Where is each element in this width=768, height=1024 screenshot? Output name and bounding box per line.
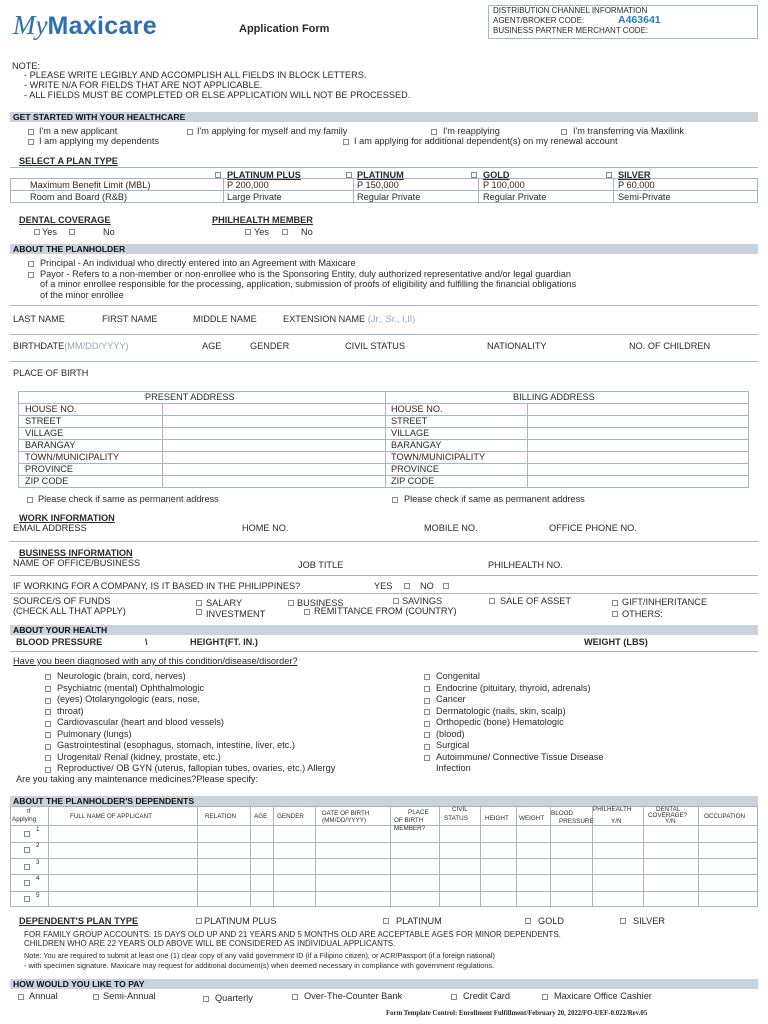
- section-title: ABOUT THE PLANHOLDER'S DEPENDENTS: [13, 796, 195, 806]
- checkbox-platinum[interactable]: [346, 172, 352, 178]
- checkbox-congenital[interactable]: [424, 674, 430, 680]
- business-label: BUSINESS: [297, 598, 344, 608]
- business-title: BUSINESS INFORMATION: [19, 548, 133, 558]
- payor-text-3: of the minor enrollee: [40, 290, 124, 300]
- philhealth-no-label: PHILHEALTH NO.: [488, 560, 563, 570]
- company-ph-question: IF WORKING FOR A COMPANY, IS IT BASED IN THE PHILIPPINES?: [13, 581, 301, 591]
- dental-title: DENTAL COVERAGE: [19, 215, 111, 225]
- col-pob-1: PLACE: [408, 809, 429, 816]
- plan-gold: GOLD: [483, 170, 510, 180]
- company-ph-yes: YES: [374, 581, 393, 591]
- mbl-silver: P 60,000: [618, 180, 655, 190]
- checkbox-credit-card[interactable]: [451, 994, 457, 1000]
- checkbox-platinum-plus[interactable]: [215, 172, 221, 178]
- section-title: HOW WOULD YOU LIKE TO PAY: [13, 979, 145, 989]
- label-reapplying: I'm reapplying: [443, 126, 500, 136]
- pay-quarterly: Quarterly: [215, 993, 253, 1003]
- present-same-label: Please check if same as permanent address: [38, 494, 219, 504]
- philhealth-yes: Yes: [254, 227, 269, 237]
- cond-left-7: Gastrointestinal (esophagus, stomach, intestine, liver, etc.): [57, 740, 295, 750]
- nationality-label: NATIONALITY: [487, 341, 547, 351]
- checkbox-otc-bank[interactable]: [292, 994, 298, 1000]
- cond-left-9: Reproductive/ OB GYN (uterus, fallopian tubes, ovaries, etc.) Allergy: [57, 763, 336, 773]
- dep-platinum: PLATINUM: [396, 916, 442, 926]
- checkbox-payor[interactable]: [28, 272, 34, 278]
- cond-right-7: Surgical: [436, 740, 470, 750]
- col-dental-2: COVERAGE?: [648, 812, 688, 819]
- payor-text-1: Payor - Refers to a non-member or non-enrollee who is the Sponsoring Entity, duly authorized representative and/or legal guardian: [40, 269, 571, 279]
- rb-platinum-plus: Large Private: [227, 192, 282, 202]
- checkbox-gift[interactable]: [612, 600, 618, 606]
- checkbox-billing-same[interactable]: [392, 497, 398, 503]
- checkbox-dermatologic[interactable]: [424, 709, 430, 715]
- cond-right-4: Dermatologic (nails, skin, scalp): [436, 706, 566, 716]
- agent-code[interactable]: A463641: [618, 14, 661, 26]
- col-dob-1: DATE OF BIRTH: [322, 810, 370, 817]
- height-label: HEIGHT(FT. IN.): [190, 637, 258, 647]
- section-health: [10, 625, 758, 635]
- cond-left-1: Neurologic (brain, cord, nerves): [57, 671, 186, 681]
- family-note-1: FOR FAMILY GROUP ACCOUNTS: 15 DAYS OLD UP AND 21 YEARS AND 5 MONTHS OLD ARE ACCEPTABLE AGES FOR MINOR DEPENDENTS.: [24, 930, 561, 939]
- row-number: 5: [36, 892, 40, 899]
- dep-platinum-plus: PLATINUM PLUS: [204, 916, 277, 926]
- philhealth-no: No: [301, 227, 313, 237]
- present-village: VILLAGE: [25, 428, 64, 438]
- col-philhealth-2: Y/N: [611, 818, 622, 825]
- checkbox-pulmonary[interactable]: [45, 732, 51, 738]
- email-label: EMAIL ADDRESS: [13, 523, 87, 533]
- label-dependents: I am applying my dependents: [39, 136, 160, 146]
- checkbox-transferring[interactable]: [561, 129, 567, 135]
- cond-right-1: Congenital: [436, 671, 480, 681]
- mbl-platinum: P 150,000: [357, 180, 399, 190]
- checkbox-dep-gold[interactable]: [525, 918, 531, 924]
- checkbox-philhealth-yes[interactable]: [245, 229, 251, 235]
- checkbox-surgical[interactable]: [424, 744, 430, 750]
- maintenance-question: Are you taking any maintenance medicines?Please specify:: [16, 774, 259, 784]
- cond-right-5: Orthopedic (bone) Hematologic: [436, 717, 564, 727]
- investment-label: INVESTMENT: [206, 609, 266, 619]
- label-self-family: I'm applying for myself and my family: [197, 126, 348, 136]
- present-province: PROVINCE: [25, 464, 73, 474]
- cond-left-3: (eyes) Otolaryngologic (ears, nose,: [57, 694, 200, 704]
- home-no-label: HOME NO.: [242, 523, 289, 533]
- work-title: WORK INFORMATION: [19, 513, 115, 523]
- checkbox-annual[interactable]: [18, 994, 24, 1000]
- checkbox-dep-platinum[interactable]: [383, 918, 389, 924]
- cond-right-8: Autoimmune/ Connective Tissue Disease: [436, 752, 604, 762]
- pay-credit-card: Credit Card: [463, 991, 510, 1001]
- blood-pressure-separator: \: [145, 637, 148, 647]
- col-pob-2: OF BIRTH: [394, 817, 424, 824]
- cond-left-6: Pulmonary (lungs): [57, 729, 132, 739]
- present-zip: ZIP CODE: [25, 476, 69, 486]
- checkbox-semi-annual[interactable]: [93, 994, 99, 1000]
- present-house: HOUSE NO.: [25, 404, 77, 414]
- note-line-1: - PLEASE WRITE LEGIBLY AND ACCOMPLISH ALL FIELDS IN BLOCK LETTERS.: [24, 70, 367, 80]
- plan-platinum: PLATINUM: [357, 170, 404, 180]
- sale-asset-label: SALE OF ASSET: [500, 596, 571, 606]
- checkbox-reproductive[interactable]: [45, 767, 51, 773]
- row-number: 1: [36, 826, 40, 833]
- pay-semi-annual: Semi-Annual: [103, 991, 156, 1001]
- billing-house: HOUSE NO.: [391, 404, 443, 414]
- family-note-2: CHILDREN WHO ARE 22 YEARS OLD ABOVE WILL BE CONSIDERED AS INDIVIDUAL APPLICANTS.: [24, 939, 396, 948]
- dep-gold: GOLD: [538, 916, 565, 926]
- mbl-platinum-plus: P 200,000: [227, 180, 269, 190]
- logo: [13, 10, 157, 41]
- checkbox-dental-yes[interactable]: [34, 229, 40, 235]
- checkbox-office-cashier[interactable]: [542, 994, 548, 1000]
- rb-silver: Semi-Private: [618, 192, 671, 202]
- note-line-3: - ALL FIELDS MUST BE COMPLETED OR ELSE APPLICATION WILL NOT BE PROCESSED.: [24, 90, 411, 100]
- col-bp-1: BLOOD: [551, 810, 574, 817]
- checkbox-salary[interactable]: [196, 600, 202, 606]
- checkbox-dependent-5[interactable]: [24, 896, 30, 902]
- cond-left-5: Cardiovascular (heart and blood vessels): [57, 717, 224, 727]
- diagnosed-question: Have you been diagnosed with any of this condition/disease/disorder?: [13, 656, 298, 666]
- section-title: GET STARTED WITH YOUR HEALTHCARE: [13, 112, 186, 122]
- checkbox-dental-no[interactable]: [69, 229, 75, 235]
- checkbox-endocrine[interactable]: [424, 686, 430, 692]
- logo-my: My: [13, 10, 48, 40]
- checkbox-neurologic[interactable]: [45, 674, 51, 680]
- section-title: ABOUT YOUR HEALTH: [13, 625, 108, 635]
- checkbox-business[interactable]: [288, 600, 294, 606]
- note-title: NOTE:: [12, 61, 41, 71]
- billing-zip: ZIP CODE: [391, 476, 435, 486]
- weight-label: WEIGHT (LBS): [584, 637, 648, 647]
- col-pob-3: MEMBER?: [394, 825, 426, 832]
- checkbox-reapplying[interactable]: [431, 129, 437, 135]
- dist-title: DISTRIBUTION CHANNEL INFORMATION: [493, 6, 648, 15]
- row-number: 2: [36, 842, 40, 849]
- pay-office-cashier: Maxicare Office Cashier: [554, 991, 652, 1001]
- billing-barangay: BARANGAY: [391, 440, 442, 450]
- footer-template-control: Form Template Control: Enrollment Fulfillment/February 20, 2022/FO-UEF-0.022/Rev.05: [386, 1010, 648, 1017]
- principal-text: Principal - An individual who directly entered into an Agreement with Maxicare: [40, 258, 356, 268]
- children-label: NO. OF CHILDREN: [629, 341, 711, 351]
- cond-right-2: Endocrine (pituitary, thyroid, adrenals): [436, 683, 591, 693]
- funds-label-2: (CHECK ALL THAT APPLY): [13, 606, 126, 616]
- mbl-label: Maximum Benefit Limit (MBL): [30, 180, 151, 190]
- col-relation: RELATION: [205, 813, 237, 820]
- rb-gold: Regular Private: [483, 192, 547, 202]
- col-dob-2: (MM/DD/YYYY): [322, 817, 367, 824]
- form-title: Application Form: [239, 23, 330, 35]
- col-philhealth-1: PHILHEALTH: [593, 806, 632, 813]
- checkbox-present-same[interactable]: [27, 497, 33, 503]
- checkbox-otolaryngologic[interactable]: [45, 709, 51, 715]
- gender-label: GENDER: [250, 341, 290, 351]
- checkbox-cancer[interactable]: [424, 698, 430, 704]
- checkbox-dep-silver[interactable]: [620, 918, 626, 924]
- section-dependents: [10, 796, 758, 806]
- dental-no: No: [103, 227, 115, 237]
- mobile-no-label: MOBILE NO.: [424, 523, 478, 533]
- office-phone-label: OFFICE PHONE NO.: [549, 523, 637, 533]
- section-planholder: [10, 244, 758, 254]
- present-barangay: BARANGAY: [25, 440, 76, 450]
- col-civil-2: STATUS: [444, 815, 468, 822]
- billing-village: VILLAGE: [391, 428, 430, 438]
- checkbox-orthopedic[interactable]: [424, 721, 430, 727]
- rb-platinum: Regular Private: [357, 192, 421, 202]
- dependent-plan-title: DEPENDENT'S PLAN TYPE: [19, 916, 139, 926]
- col-civil-1: CIVIL: [452, 806, 468, 813]
- checkbox-additional-dependents[interactable]: [343, 139, 349, 145]
- extension-name-label: EXTENSION NAME (Jr., Sr., I,II): [283, 314, 416, 324]
- funds-label-1: SOURCE/S OF FUNDS: [13, 596, 111, 606]
- payor-text-2: of a minor enrollee responsible for the processing, application, submission of proofs of eligibility and fulfilling the financial obligations: [40, 279, 577, 289]
- section-title: ABOUT THE PLANHOLDER: [13, 244, 126, 254]
- plan-silver: SILVER: [618, 170, 651, 180]
- checkbox-gold[interactable]: [471, 172, 477, 178]
- billing-province: PROVINCE: [391, 464, 439, 474]
- billing-town: TOWN/MUNICIPALITY: [391, 452, 486, 462]
- col-dental-1: DENTAL: [656, 806, 681, 813]
- job-title-label: JOB TITLE: [298, 560, 344, 570]
- plan-platinum-plus: PLATINUM PLUS: [227, 170, 301, 180]
- checkbox-company-yes[interactable]: [404, 583, 410, 589]
- checkbox-gastrointestinal[interactable]: [45, 744, 51, 750]
- checkbox-philhealth-no[interactable]: [282, 229, 288, 235]
- checkbox-ophthalmologic[interactable]: [45, 698, 51, 704]
- mbl-gold: P 100,000: [483, 180, 525, 190]
- checkbox-dependent-2[interactable]: [24, 847, 30, 853]
- present-street: STREET: [25, 416, 62, 426]
- first-name-label: FIRST NAME: [102, 314, 158, 324]
- col-height: HEIGHT: [485, 815, 509, 822]
- cond-right-3: Cancer: [436, 694, 466, 704]
- col-weight: WEIGHT: [519, 815, 545, 822]
- checkbox-dep-platinum-plus[interactable]: [196, 918, 202, 924]
- note-line-2: - WRITE N/A FOR FIELDS THAT ARE NOT APPLICABLE.: [24, 80, 263, 90]
- cond-left-8: Urogenital/ Renal (kidney, prostate, etc.): [57, 752, 221, 762]
- logo-maxicare: Maxicare: [47, 12, 157, 40]
- checkbox-cardiovascular[interactable]: [45, 721, 51, 727]
- checkbox-dependent-3[interactable]: [24, 864, 30, 870]
- section-get-started: [10, 112, 758, 122]
- checkbox-others[interactable]: [612, 611, 618, 617]
- col-occupation: OCCUPATION: [704, 813, 746, 820]
- cond-right-6: (blood): [436, 729, 465, 739]
- col-fullname: FULL NAME OF APPLICANT: [70, 813, 152, 820]
- dental-yes: Yes: [42, 227, 57, 237]
- checkbox-silver[interactable]: [606, 172, 612, 178]
- checkbox-urogenital[interactable]: [45, 755, 51, 761]
- row-number: 3: [36, 859, 40, 866]
- age-label: AGE: [202, 341, 222, 351]
- checkbox-autoimmune[interactable]: [424, 755, 430, 761]
- checkbox-dependent-4[interactable]: [24, 880, 30, 886]
- billing-same-label: Please check if same as permanent address: [404, 494, 585, 504]
- philhealth-title: PHILHEALTH MEMBER: [212, 215, 313, 225]
- checkbox-principal[interactable]: [28, 261, 34, 267]
- checkbox-hematologic[interactable]: [424, 732, 430, 738]
- col-bp-2: PRESSURE: [559, 818, 594, 825]
- cond-right-9: Infection: [436, 763, 471, 773]
- salary-label: SALARY: [206, 598, 243, 608]
- section-payment: [10, 979, 758, 989]
- bpm-label: BUSINESS PARTNER MERCHANT CODE:: [493, 26, 649, 35]
- last-name-label: LAST NAME: [13, 314, 65, 324]
- checkbox-company-no[interactable]: [443, 583, 449, 589]
- row-number: 4: [36, 875, 40, 882]
- middle-name-label: MIDDLE NAME: [193, 314, 257, 324]
- label-additional-dependents: I am applying for additional dependent(s) on my renewal account: [354, 136, 618, 146]
- col-age: AGE: [254, 813, 268, 820]
- remittance-label: REMITTANCE FROM (COUNTRY): [314, 606, 457, 616]
- label-new-applicant: I'm a new applicant: [39, 126, 118, 136]
- col-dental-3: Y/N: [665, 818, 676, 825]
- plan-type-title: SELECT A PLAN TYPE: [19, 156, 118, 166]
- present-address-title: PRESENT ADDRESS: [145, 392, 235, 402]
- checkbox-remittance[interactable]: [304, 609, 310, 615]
- col-gender: GENDER: [277, 813, 304, 820]
- birthdate-label: BIRTHDATE(MM/DD/YYYY): [13, 341, 129, 351]
- gift-label: GIFT/INHERITANCE: [622, 597, 708, 607]
- checkbox-self-family[interactable]: [187, 129, 193, 135]
- cond-left-4: throat): [57, 706, 84, 716]
- checkbox-dependent-1[interactable]: [24, 831, 30, 837]
- civil-status-label: CIVIL STATUS: [345, 341, 406, 351]
- company-ph-no: NO: [420, 581, 434, 591]
- id-note-1: Note: You are required to submit at least one (1) clear copy of any valid government ID (if a Filipino citizen), or ACR/Passport (if a foreign national): [24, 951, 495, 960]
- place-of-birth-label: PLACE OF BIRTH: [13, 368, 89, 378]
- billing-street: STREET: [391, 416, 428, 426]
- col-applying: Applying: [12, 816, 37, 823]
- present-town: TOWN/MUNICIPALITY: [25, 452, 120, 462]
- office-name-label: NAME OF OFFICE/BUSINESS: [13, 558, 141, 568]
- savings-label: SAVINGS: [402, 596, 443, 606]
- id-note-2: - with specimen signature. Maxicare may request for additional document(s) when deemed necessary in compliance with government regulations.: [24, 961, 495, 970]
- pay-annual: Annual: [29, 991, 58, 1001]
- dep-silver: SILVER: [633, 916, 665, 926]
- pay-otc-bank: Over-The-Counter Bank: [304, 991, 403, 1001]
- rb-label: Room and Board (R&B): [30, 192, 128, 202]
- others-label: OTHERS:: [622, 609, 663, 619]
- checkbox-sale-of-asset[interactable]: [489, 598, 495, 604]
- agent-label: AGENT/BROKER CODE:: [493, 16, 585, 25]
- blood-pressure-label: BLOOD PRESSURE: [16, 637, 103, 647]
- checkbox-dependents[interactable]: [28, 139, 34, 145]
- label-transferring: I'm transferring via Maxilink: [573, 126, 685, 136]
- billing-address-title: BILLING ADDRESS: [513, 392, 595, 402]
- col-if: If: [27, 808, 31, 815]
- checkbox-savings[interactable]: [393, 598, 399, 604]
- checkbox-new-applicant[interactable]: [28, 129, 34, 135]
- checkbox-quarterly[interactable]: [203, 996, 209, 1002]
- checkbox-investment[interactable]: [196, 609, 202, 615]
- checkbox-psychiatric[interactable]: [45, 686, 51, 692]
- cond-left-2: Psychiatric (mental) Ophthalmologic: [57, 683, 205, 693]
